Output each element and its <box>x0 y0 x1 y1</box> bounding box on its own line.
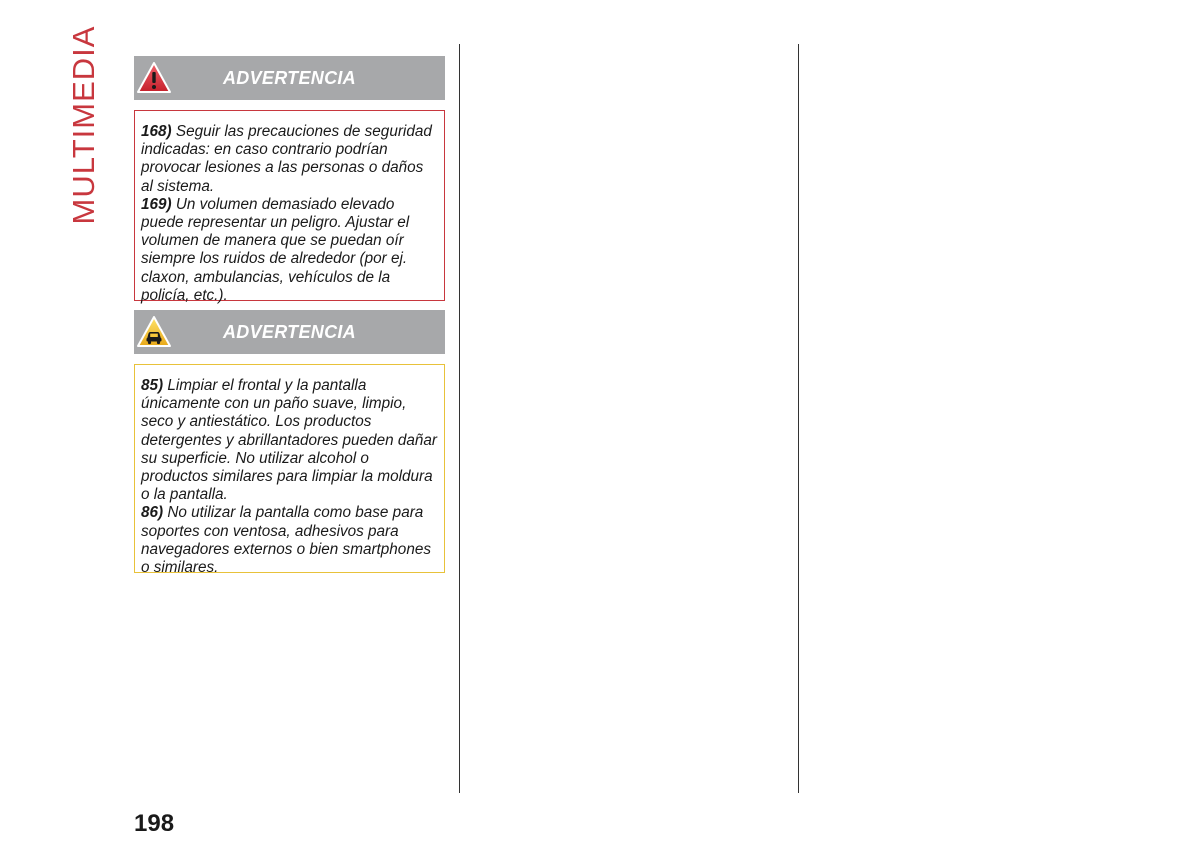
column-divider <box>459 44 460 793</box>
warning-item <box>141 377 438 504</box>
warning-title: ADVERTENCIA <box>223 68 356 88</box>
warning-box <box>134 110 445 304</box>
section-tab <box>64 25 104 225</box>
section-tab-label: MULTIMEDIA <box>66 25 101 225</box>
warning-item <box>141 196 438 305</box>
warning-item-number: 168) <box>141 123 172 140</box>
warning-item-text: No utilizar la pantalla como base para soportes con ventosa, adhesivos para navegadores externos o bien smartphones o similares. <box>141 504 431 577</box>
page-number: 198 <box>134 810 175 837</box>
warning-item <box>141 123 438 196</box>
warning-item-text: Un volumen demasiado elevado puede representar un peligro. Ajustar el volumen de manera que se puedan oír siempre los ruidos de alrededor (por ej. claxon, ambulancias, vehículos de la policía, etc.). <box>141 195 410 304</box>
warning-item <box>141 504 438 577</box>
warning-item-number: 86) <box>141 504 164 522</box>
warning-header <box>134 56 445 100</box>
column-divider <box>798 44 799 793</box>
warning-box <box>134 364 445 577</box>
warning-item-number: 85) <box>141 377 164 394</box>
warning-header <box>134 310 445 354</box>
warning-title: ADVERTENCIA <box>223 322 356 342</box>
warning-item-text: Limpiar el frontal y la pantalla únicamente con un paño suave, limpio, seco y antiestático. Los productos detergentes y abrillantadores pueden dañar su superficie. No utilizar alcohol o productos similares para limpiar la moldura o la pantalla. <box>141 377 437 504</box>
warning-item-number: 169) <box>141 195 172 213</box>
warning-item-text: Seguir las precauciones de seguridad indicadas: en caso contrario podrían provocar lesiones a las personas o daños al sistema. <box>141 123 432 195</box>
